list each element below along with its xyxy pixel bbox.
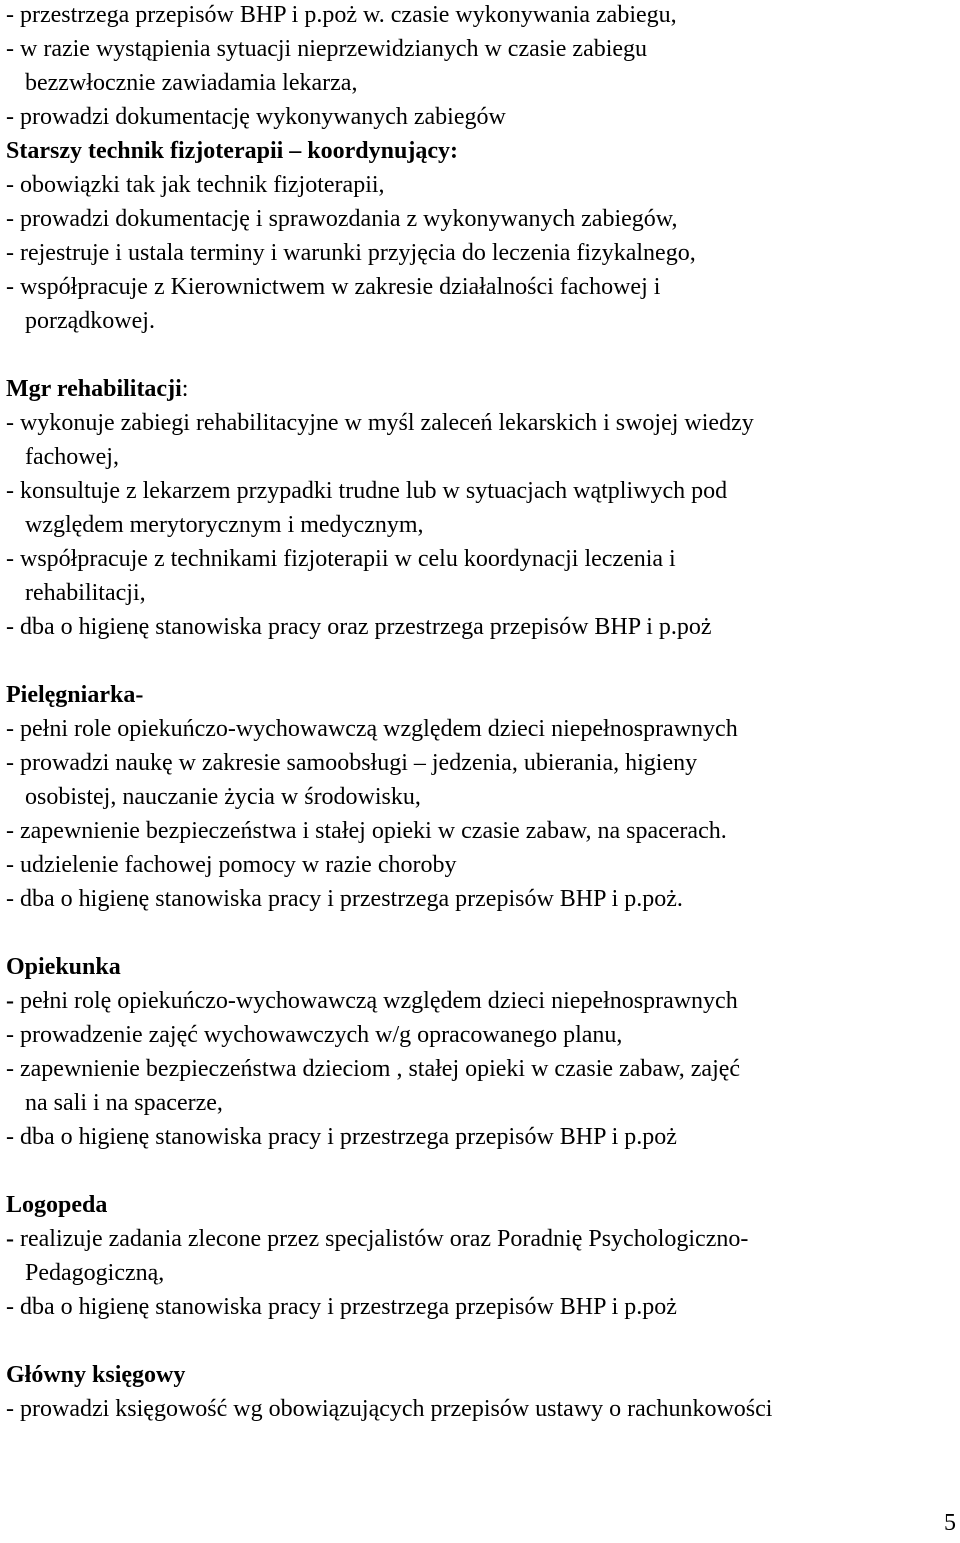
duty-line: - wykonuje zabiegi rehabilitacyjne w myśl zaleceń lekarskich i swojej wiedzy bbox=[6, 410, 754, 436]
page-number: 5 bbox=[944, 1510, 956, 1536]
duty-line-continuation: rehabilitacji, bbox=[25, 580, 146, 606]
section-opiekunka bbox=[6, 950, 958, 1154]
duty-line: - dba o higienę stanowiska pracy i przestrzega przepisów BHP i p.poż bbox=[6, 1124, 677, 1150]
section-heading: Opiekunka bbox=[6, 954, 121, 980]
duty-line: - zapewnienie bezpieczeństwa dzieciom , stałej opieki w czasie zabaw, zajęć bbox=[6, 1056, 741, 1082]
duty-line: - obowiązki tak jak technik fizjoterapii, bbox=[6, 172, 385, 198]
section-heading-title: Mgr rehabilitacji bbox=[6, 376, 182, 402]
duty-line: - w razie wystąpienia sytuacji nieprzewidzianych w czasie zabiegu bbox=[6, 36, 648, 62]
section-heading-suffix: : bbox=[181, 376, 189, 402]
section-glowny-ksiegowy bbox=[6, 1358, 958, 1426]
duty-line: - dba o higienę stanowiska pracy i przestrzega przepisów BHP i p.poż bbox=[6, 1294, 677, 1320]
section-heading: Główny księgowy bbox=[6, 1362, 186, 1388]
section-heading: Logopeda bbox=[6, 1192, 108, 1218]
duty-line: - rejestruje i ustala terminy i warunki przyjęcia do leczenia fizykalnego, bbox=[6, 240, 696, 266]
duty-line bbox=[6, 984, 958, 1018]
duty-line: - prowadzi dokumentację i sprawozdania z wykonywanych zabiegów, bbox=[6, 206, 678, 232]
duty-line: - pełni role opiekuńczo-wychowawczą względem dzieci niepełnosprawnych bbox=[6, 716, 738, 742]
duty-line-continuation: osobistej, nauczanie życia w środowisku, bbox=[25, 784, 421, 810]
duty-line-continuation: na sali i na spacerze, bbox=[25, 1090, 223, 1116]
section-logopeda bbox=[6, 1188, 958, 1324]
duty-line: - przestrzega przepisów BHP i p.poż w. czasie wykonywania zabiegu, bbox=[6, 2, 677, 28]
section-heading bbox=[6, 372, 958, 406]
section-heading: Starszy technik fizjoterapii – koordynujący: bbox=[6, 138, 458, 164]
duty-line-continuation: fachowej, bbox=[25, 444, 119, 470]
duty-line: - prowadzi naukę w zakresie samoobsługi – jedzenia, ubierania, higieny bbox=[6, 750, 698, 776]
bold-dash: - bbox=[6, 988, 20, 1014]
duty-line: - prowadzi księgowość wg obowiązujących przepisów ustawy o rachunkowości bbox=[6, 1396, 773, 1422]
duty-line bbox=[6, 1222, 958, 1256]
duty-line-continuation: Pedagogiczną, bbox=[25, 1260, 165, 1286]
duty-line: - dba o higienę stanowiska pracy oraz przestrzega przepisów BHP i p.poż bbox=[6, 614, 712, 640]
duty-line-continuation: porządkowej. bbox=[25, 308, 155, 334]
duty-text: pełni rolę opiekuńczo-wychowawczą względem dzieci niepełnosprawnych bbox=[20, 988, 738, 1014]
section-mgr-rehabilitacji bbox=[6, 372, 958, 644]
section-continuation bbox=[6, 0, 958, 134]
duty-line: - współpracuje z technikami fizjoterapii w celu koordynacji leczenia i bbox=[6, 546, 676, 572]
duty-line-continuation: bezzwłocznie zawiadamia lekarza, bbox=[25, 70, 358, 96]
duty-line: - prowadzenie zajęć wychowawczych w/g opracowanego planu, bbox=[6, 1022, 623, 1048]
duty-line: - zapewnienie bezpieczeństwa i stałej opieki w czasie zabaw, na spacerach. bbox=[6, 818, 727, 844]
duty-line-continuation: względem merytorycznym i medycznym, bbox=[25, 512, 424, 538]
section-pielegniarka bbox=[6, 678, 958, 916]
duty-line: - dba o higienę stanowiska pracy i przestrzega przepisów BHP i p.poż. bbox=[6, 886, 683, 912]
duty-text: realizuje zadania zlecone przez specjalistów oraz Poradnię Psychologiczno- bbox=[20, 1226, 749, 1252]
document-page bbox=[6, 0, 958, 1426]
bold-dash: - bbox=[6, 1226, 20, 1252]
duty-line: - konsultuje z lekarzem przypadki trudne lub w sytuacjach wątpliwych pod bbox=[6, 478, 728, 504]
duty-line: - współpracuje z Kierownictwem w zakresie działalności fachowej i bbox=[6, 274, 661, 300]
duty-line: - udzielenie fachowej pomocy w razie choroby bbox=[6, 852, 457, 878]
section-heading: Pielęgniarka- bbox=[6, 682, 144, 708]
duty-line: - prowadzi dokumentację wykonywanych zabiegów bbox=[6, 104, 506, 130]
section-starszy-technik bbox=[6, 134, 958, 338]
